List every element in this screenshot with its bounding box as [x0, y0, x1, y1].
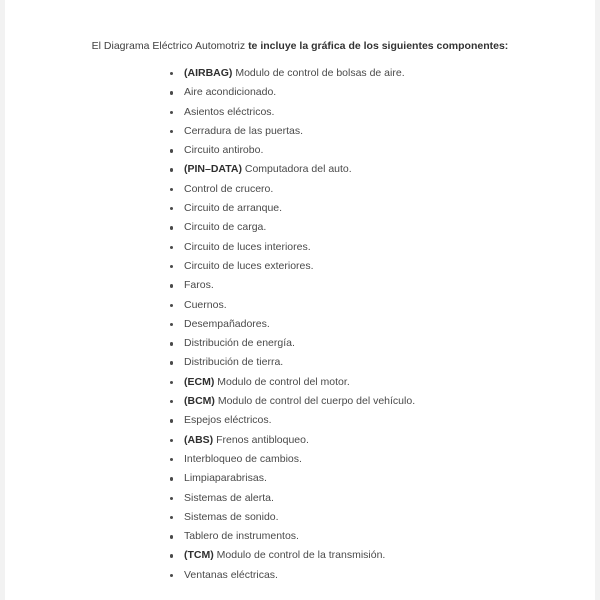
component-label: Interbloqueo de cambios. — [184, 452, 302, 465]
list-item — [170, 431, 540, 450]
intro-emphasis-text: te incluye la gráfica de los siguientes componentes: — [248, 40, 509, 52]
component-label: Circuito de luces exteriores. — [184, 259, 314, 272]
component-code: (TCM) — [184, 549, 214, 562]
component-label: Aire acondicionado. — [184, 86, 277, 99]
list-item — [170, 566, 540, 585]
intro-lead-text: El Diagrama Eléctrico Automotriz — [91, 40, 249, 52]
component-label: Computadora del auto. — [241, 163, 352, 176]
list-item — [170, 141, 540, 160]
component-label: Circuito de arranque. — [184, 202, 283, 215]
list-item — [170, 546, 540, 565]
component-code: (PIN–DATA) — [184, 163, 242, 176]
list-item — [170, 450, 540, 469]
component-label: Circuito de luces interiores. — [184, 240, 311, 253]
list-item — [170, 489, 540, 508]
list-item — [170, 373, 540, 392]
list-item — [170, 527, 540, 546]
component-label: Modulo de control del motor. — [214, 375, 350, 388]
component-label: Ventanas eléctricas. — [184, 568, 278, 581]
list-item — [170, 199, 540, 218]
component-label: Cuernos. — [184, 298, 227, 311]
component-code: (BCM) — [184, 395, 215, 408]
list-item — [170, 64, 540, 83]
list-item — [170, 508, 540, 527]
list-item — [170, 122, 540, 141]
intro-paragraph — [60, 38, 540, 54]
list-item — [170, 296, 540, 315]
component-label: Faros. — [184, 279, 214, 292]
list-item — [170, 83, 540, 102]
list-item — [170, 334, 540, 353]
component-code: (ECM) — [184, 375, 215, 388]
list-item — [170, 353, 540, 372]
component-code: (AIRBAG) — [184, 67, 233, 79]
component-label: Circuito de carga. — [184, 221, 267, 234]
list-item — [170, 276, 540, 295]
component-label: Desempañadores. — [184, 317, 270, 330]
component-label: Frenos antibloqueo. — [213, 433, 309, 446]
component-label: Asientos eléctricos. — [184, 105, 275, 118]
list-item — [170, 392, 540, 411]
component-label: Sistemas de alerta. — [184, 491, 274, 504]
list-item — [170, 411, 540, 430]
list-item — [170, 238, 540, 257]
list-item — [170, 469, 540, 488]
component-list — [60, 64, 540, 585]
component-label: Modulo de control de bolsas de aire. — [232, 67, 405, 79]
component-label: Control de crucero. — [184, 182, 274, 195]
component-label: Tablero de instrumentos. — [184, 530, 299, 543]
component-code: (ABS) — [184, 433, 214, 446]
list-item — [170, 160, 540, 179]
list-item — [170, 103, 540, 122]
list-item — [170, 180, 540, 199]
component-label: Limpiaparabrisas. — [184, 472, 267, 485]
component-label: Distribución de tierra. — [184, 356, 284, 369]
component-label: Modulo de control del cuerpo del vehículo. — [214, 395, 416, 408]
list-item — [170, 257, 540, 276]
list-item — [170, 218, 540, 237]
component-label: Modulo de control de la transmisión. — [213, 549, 386, 562]
list-item — [170, 315, 540, 334]
component-label: Circuito antirobo. — [184, 144, 264, 157]
component-label: Distribución de energía. — [184, 337, 295, 350]
component-label: Sistemas de sonido. — [184, 510, 279, 523]
component-label: Espejos eléctricos. — [184, 414, 272, 427]
component-label: Cerradura de las puertas. — [184, 124, 304, 137]
